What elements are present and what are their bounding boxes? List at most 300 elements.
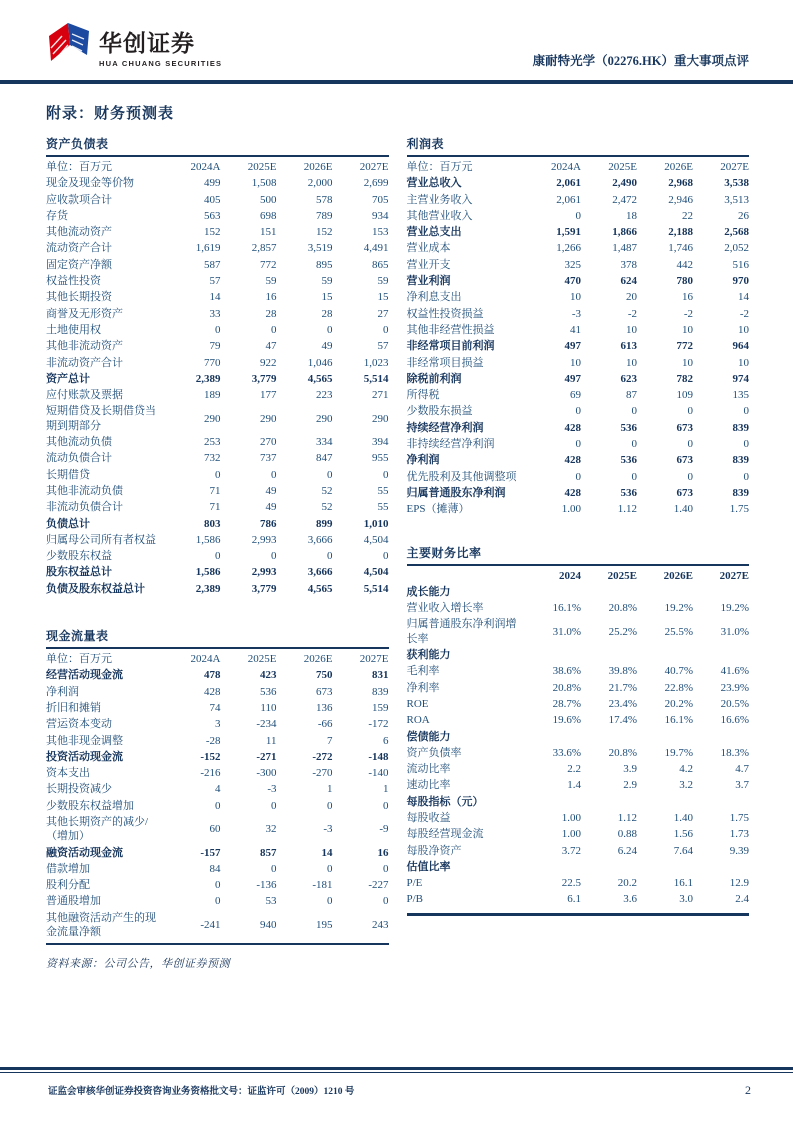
table-row <box>46 877 389 893</box>
table-row <box>46 845 389 861</box>
table-row <box>407 600 750 616</box>
income-statement-body <box>407 157 750 518</box>
row-label: 负债总计 <box>46 517 90 530</box>
column-header: 2025E <box>608 161 637 173</box>
table-header-row <box>46 651 389 667</box>
column-header: 2024 <box>559 569 581 582</box>
cell-value: 14 <box>209 291 221 304</box>
row-label: 所得税 <box>406 389 440 402</box>
cell-value: 4,491 <box>363 242 389 255</box>
table-row <box>46 338 389 354</box>
table-row <box>46 749 389 765</box>
cell-value: 3,519 <box>307 242 333 255</box>
row-label: 归属母公司所有者权益 <box>46 533 156 546</box>
table-row <box>46 434 389 450</box>
cell-value: 934 <box>372 209 389 222</box>
cell-value: 290 <box>204 412 221 425</box>
cell-value: 0 <box>215 468 221 481</box>
cell-value: 839 <box>732 486 749 499</box>
section-header-row <box>407 647 750 663</box>
cell-value: 189 <box>204 389 221 402</box>
column-header: 2026E <box>663 569 693 582</box>
table-row <box>407 843 750 859</box>
table-row <box>46 224 389 240</box>
cell-value: 0.88 <box>617 828 637 841</box>
row-label: 其他营业收入 <box>406 209 473 222</box>
cell-value: 223 <box>316 389 333 402</box>
row-label: 估值比率 <box>406 860 451 873</box>
row-label: 其他非现金调整 <box>46 734 123 747</box>
cell-value: 578 <box>316 193 333 206</box>
cell-value: 79 <box>209 340 221 353</box>
cell-value: -216 <box>200 767 221 780</box>
row-label: 资产负债率 <box>406 746 462 759</box>
cell-value: 0 <box>215 895 221 908</box>
table-row <box>407 777 750 793</box>
cell-value: 0 <box>383 323 389 336</box>
row-label: ROA <box>406 714 430 727</box>
cell-value: 497 <box>564 372 581 385</box>
cell-value: 151 <box>260 226 277 239</box>
table-row <box>407 696 750 712</box>
column-header: 2027E <box>719 569 749 582</box>
cell-value: 16 <box>265 291 277 304</box>
cell-value: 847 <box>316 452 333 465</box>
cell-value: 20.8% <box>608 746 637 759</box>
cell-value: 32 <box>265 823 277 836</box>
row-label: 其他流动资产 <box>46 226 112 239</box>
cell-value: 16.1 <box>673 877 693 890</box>
cell-value: 1.75 <box>729 811 749 824</box>
cell-value: -3 <box>571 307 581 320</box>
cell-value: 4,565 <box>307 372 333 385</box>
cell-value: 6.1 <box>567 893 581 906</box>
table-row <box>407 485 750 501</box>
cell-value: 780 <box>676 275 693 288</box>
cell-value: 1,266 <box>556 242 581 255</box>
cell-value: 3,666 <box>307 566 333 579</box>
cell-value: 0 <box>271 323 277 336</box>
cell-value: 20.2 <box>617 877 637 890</box>
cell-value: 84 <box>209 862 221 875</box>
cell-value: 831 <box>372 669 389 682</box>
table-row <box>407 469 750 485</box>
cell-value: 3.6 <box>623 893 637 906</box>
cell-value: 0 <box>327 799 333 812</box>
cell-value: 0 <box>631 438 637 451</box>
cell-value: 1,619 <box>195 242 221 255</box>
cell-value: 737 <box>260 452 277 465</box>
cell-value: 57 <box>377 340 389 353</box>
row-label: 现金及现金等价物 <box>46 177 134 190</box>
cell-value: 0 <box>575 209 581 222</box>
row-label: 少数股东权益 <box>46 550 112 563</box>
cell-value: 135 <box>732 389 749 402</box>
cell-value: 4.2 <box>679 763 693 776</box>
cell-value: 0 <box>327 862 333 875</box>
cell-value: 587 <box>204 258 221 271</box>
row-label: 净利润 <box>406 454 440 467</box>
table-row <box>407 436 750 452</box>
cell-value: 2,946 <box>668 193 693 206</box>
row-label: 其他非流动资产 <box>46 340 123 353</box>
cell-value: 1 <box>383 783 389 796</box>
cell-value: 25.5% <box>664 625 693 638</box>
cell-value: 673 <box>676 421 693 434</box>
row-label: P/E <box>406 877 423 890</box>
row-label: 应付账款及票据 <box>46 389 123 402</box>
cell-value: -271 <box>256 750 277 763</box>
cell-value: 2,061 <box>556 193 581 206</box>
cell-value: 0 <box>575 438 581 451</box>
cell-value: 6.24 <box>617 844 637 857</box>
cell-value: 536 <box>620 486 637 499</box>
cell-value: 673 <box>676 486 693 499</box>
row-label: 流动资产合计 <box>46 242 112 255</box>
cell-value: -2 <box>683 307 693 320</box>
row-label: 净利率 <box>406 681 440 694</box>
cell-value: 23.4% <box>608 697 637 710</box>
cell-value: 40.7% <box>664 665 693 678</box>
table-row <box>407 289 750 305</box>
row-label: 偿债能力 <box>406 730 451 743</box>
table-row <box>46 450 389 466</box>
table-row <box>46 564 389 580</box>
cell-value: 673 <box>676 454 693 467</box>
cell-value: 536 <box>620 454 637 467</box>
row-label: 归属普通股东净利润 <box>406 486 506 499</box>
row-label: 流动负债合计 <box>46 452 112 465</box>
cell-value: 74 <box>209 701 221 714</box>
cell-value: 10 <box>626 323 637 336</box>
table-row <box>46 240 389 256</box>
cell-value: -227 <box>368 879 389 892</box>
balance-sheet-body <box>46 157 389 597</box>
row-label: 资产总计 <box>46 372 90 385</box>
cell-value: 9.39 <box>729 844 749 857</box>
table-row <box>407 371 750 387</box>
cell-value: 750 <box>316 669 333 682</box>
cell-value: 59 <box>265 275 277 288</box>
row-label: 权益性投资损益 <box>406 307 484 320</box>
cell-value: 1,746 <box>668 242 693 255</box>
cell-value: 974 <box>732 372 749 385</box>
table-row <box>46 467 389 483</box>
row-label: 权益性投资 <box>46 275 101 288</box>
cell-value: 31.0% <box>720 625 749 638</box>
cell-value: 7 <box>327 734 333 747</box>
cell-value: 442 <box>676 258 693 271</box>
cell-value: 3,538 <box>724 177 749 190</box>
cell-value: 2,857 <box>251 242 277 255</box>
cell-value: -2 <box>627 307 637 320</box>
cell-value: 41.6% <box>720 665 749 678</box>
cell-value: -28 <box>205 734 221 747</box>
cell-value: -3 <box>323 823 333 836</box>
table-row <box>407 387 750 403</box>
table-row <box>407 891 750 907</box>
cell-value: 839 <box>732 454 749 467</box>
row-label: 每股经营现金流 <box>406 828 484 841</box>
row-label: EPS（摊薄） <box>406 503 470 516</box>
cell-value: 10 <box>570 291 581 304</box>
row-label: 借款增加 <box>46 862 90 875</box>
row-label: 成长能力 <box>406 585 451 598</box>
cell-value: 20.5% <box>720 697 749 710</box>
logo-cube-icon <box>46 20 92 73</box>
cell-value: -9 <box>379 823 389 836</box>
cell-value: 69 <box>570 389 581 402</box>
table-row <box>407 745 750 761</box>
cell-value: 2,389 <box>195 582 221 595</box>
cell-value: 71 <box>209 501 221 514</box>
cell-value: 772 <box>260 258 277 271</box>
cell-value: 49 <box>265 501 277 514</box>
cell-value: 22.5 <box>561 877 581 890</box>
table-row <box>46 355 389 371</box>
cell-value: 2,188 <box>668 226 693 239</box>
cell-value: 334 <box>316 436 333 449</box>
cell-value: 405 <box>204 193 221 206</box>
cell-value: 500 <box>260 193 277 206</box>
cell-value: 1.4 <box>567 779 581 792</box>
table-row <box>46 371 389 387</box>
table-row <box>46 733 389 749</box>
cell-value: 15 <box>321 291 333 304</box>
table-row <box>46 387 389 403</box>
cell-value: 786 <box>260 517 277 530</box>
row-label: 营业利润 <box>406 275 451 288</box>
income-statement-title: 利润表 <box>407 135 750 157</box>
column-header: 2024A <box>190 161 221 173</box>
cell-value: 1.00 <box>561 811 581 824</box>
row-label: 其他长期资产的减少/（增加） <box>46 815 149 843</box>
cell-value: 3.2 <box>679 779 693 792</box>
row-label: ROE <box>406 697 429 710</box>
section-header-row <box>407 859 750 875</box>
table-row <box>46 910 389 941</box>
cell-value: 698 <box>260 209 277 222</box>
table-header-row <box>407 159 750 175</box>
cell-value: 0 <box>383 862 389 875</box>
table-row <box>407 420 750 436</box>
table-row <box>46 548 389 564</box>
cell-value: 1 <box>327 783 333 796</box>
row-label: 商誉及无形资产 <box>46 307 123 320</box>
cell-value: -136 <box>256 879 277 892</box>
cell-value: 1,586 <box>195 533 221 546</box>
table-row <box>46 798 389 814</box>
page-content <box>0 84 793 971</box>
row-label: 流动比率 <box>406 763 451 776</box>
cell-value: 0 <box>631 470 637 483</box>
logo-text <box>99 25 222 68</box>
cell-value: 33.6% <box>552 746 581 759</box>
cell-value: 3.7 <box>735 779 749 792</box>
cell-value: 1.12 <box>617 811 637 824</box>
cell-value: 6 <box>383 734 389 747</box>
row-label: 存货 <box>46 209 68 222</box>
cell-value: 271 <box>372 389 389 402</box>
row-label: 非经常项目损益 <box>406 356 484 369</box>
cell-value: 14 <box>321 846 333 859</box>
cell-value: 290 <box>260 412 277 425</box>
column-header: 2025E <box>607 569 637 582</box>
cell-value: 243 <box>372 918 389 931</box>
table-row <box>407 240 750 256</box>
left-column <box>46 135 389 971</box>
table-row <box>46 175 389 191</box>
cell-value: 57 <box>209 275 221 288</box>
cell-value: 0 <box>215 550 221 563</box>
cell-value: 0 <box>271 862 277 875</box>
table-unit-label: 单位：百万元 <box>406 161 473 173</box>
cell-value: 428 <box>564 454 581 467</box>
cell-value: 18.3% <box>720 746 749 759</box>
cell-value: 1,866 <box>612 226 637 239</box>
cell-value: 136 <box>316 701 333 714</box>
cell-value: 153 <box>372 226 389 239</box>
cell-value: -157 <box>200 846 221 859</box>
cell-value: 839 <box>732 421 749 434</box>
cell-value: 4.7 <box>735 763 749 776</box>
cell-value: 53 <box>265 895 277 908</box>
cell-value: 18 <box>626 209 637 222</box>
cell-value: 782 <box>676 372 693 385</box>
cell-value: 253 <box>204 436 221 449</box>
section-header-row <box>407 584 750 600</box>
table-row <box>46 893 389 909</box>
cell-value: 865 <box>372 258 389 271</box>
cell-value: 10 <box>738 356 749 369</box>
cell-value: 5,514 <box>363 582 389 595</box>
cell-value: 55 <box>377 484 389 497</box>
balance-sheet-table <box>46 135 389 597</box>
cell-value: 3.72 <box>561 844 581 857</box>
cell-value: 16.1% <box>552 602 581 615</box>
cell-value: 516 <box>732 258 749 271</box>
document-title: 康耐特光学（02276.HK）重大事项点评 <box>532 54 749 68</box>
cell-value: 0 <box>631 405 637 418</box>
cell-value: 536 <box>620 421 637 434</box>
row-label: 其他流动负债 <box>46 436 112 449</box>
cell-value: -234 <box>256 718 277 731</box>
table-row <box>407 306 750 322</box>
cell-value: 423 <box>260 669 277 682</box>
cell-value: 23.9% <box>720 681 749 694</box>
cell-value: 52 <box>321 484 333 497</box>
row-label: 非经常项目前利润 <box>406 340 495 353</box>
cell-value: 41 <box>570 323 581 336</box>
cell-value: 563 <box>204 209 221 222</box>
cell-value: 31.0% <box>552 625 581 638</box>
cell-value: 33 <box>209 307 221 320</box>
table-row <box>407 355 750 371</box>
cell-value: 26 <box>738 209 749 222</box>
row-label: 主营业务收入 <box>406 193 473 206</box>
cell-value: 770 <box>204 356 221 369</box>
table-row <box>46 532 389 548</box>
cell-value: 394 <box>372 436 389 449</box>
cell-value: 55 <box>377 501 389 514</box>
cell-value: 109 <box>676 389 693 402</box>
row-label: 每股净资产 <box>406 844 462 857</box>
cell-value: 1,508 <box>251 177 277 190</box>
table-row <box>46 403 389 434</box>
cell-value: 428 <box>564 486 581 499</box>
cell-value: 10 <box>738 323 749 336</box>
table-row <box>407 501 750 517</box>
cell-value: 839 <box>372 685 389 698</box>
cell-value: 1,591 <box>556 226 581 239</box>
cell-value: 1.75 <box>729 503 749 516</box>
row-label: 营业成本 <box>406 242 451 255</box>
cell-value: 624 <box>620 275 637 288</box>
cell-value: 20.2% <box>664 697 693 710</box>
cell-value: 47 <box>265 340 277 353</box>
table-row <box>407 761 750 777</box>
column-header: 2025E <box>247 653 277 666</box>
cell-value: 110 <box>260 701 277 714</box>
cell-value: 10 <box>570 356 581 369</box>
cell-value: 1.00 <box>561 828 581 841</box>
row-label: 普通股增加 <box>46 895 101 908</box>
cell-value: 0 <box>743 470 749 483</box>
row-label: 速动比率 <box>406 779 451 792</box>
cell-value: 5,514 <box>363 372 389 385</box>
row-label: 营业收入增长率 <box>406 602 484 615</box>
table-row <box>407 192 750 208</box>
cell-value: 71 <box>209 484 221 497</box>
cell-value: 10 <box>626 356 637 369</box>
cell-value: 0 <box>743 405 749 418</box>
row-label: 每股指标（元） <box>406 795 484 808</box>
row-label: 少数股东权益增加 <box>46 799 134 812</box>
cell-value: 378 <box>620 258 637 271</box>
table-row <box>407 257 750 273</box>
row-label: 非流动负债合计 <box>46 501 123 514</box>
cell-value: 152 <box>316 226 333 239</box>
cell-value: 3 <box>215 718 221 731</box>
table-row <box>407 338 750 354</box>
row-label: 其他长期投资 <box>46 291 112 304</box>
table-row <box>407 663 750 679</box>
cell-value: 3.9 <box>623 763 637 776</box>
cell-value: 428 <box>204 685 221 698</box>
cell-value: 20 <box>626 291 637 304</box>
row-label: 每股收益 <box>406 811 451 824</box>
row-label: 折旧和摊销 <box>46 701 101 714</box>
cell-value: 19.6% <box>552 714 581 727</box>
cell-value: 789 <box>316 209 333 222</box>
cell-value: 20.8% <box>552 681 581 694</box>
cell-value: 0 <box>327 468 333 481</box>
cell-value: 0 <box>327 323 333 336</box>
cell-value: -272 <box>312 750 333 763</box>
table-row <box>46 781 389 797</box>
row-label: 优先股利及其他调整项 <box>406 470 517 483</box>
cell-value: 2,993 <box>251 566 277 579</box>
cell-value: 2.4 <box>735 893 749 906</box>
cell-value: 1,487 <box>612 242 637 255</box>
table-row <box>46 700 389 716</box>
cell-value: 39.8% <box>608 665 637 678</box>
cell-value: 22 <box>682 209 693 222</box>
cell-value: 4,504 <box>363 566 389 579</box>
cell-value: 772 <box>676 340 693 353</box>
cell-value: 28 <box>321 307 333 320</box>
cell-value: 22.8% <box>664 681 693 694</box>
